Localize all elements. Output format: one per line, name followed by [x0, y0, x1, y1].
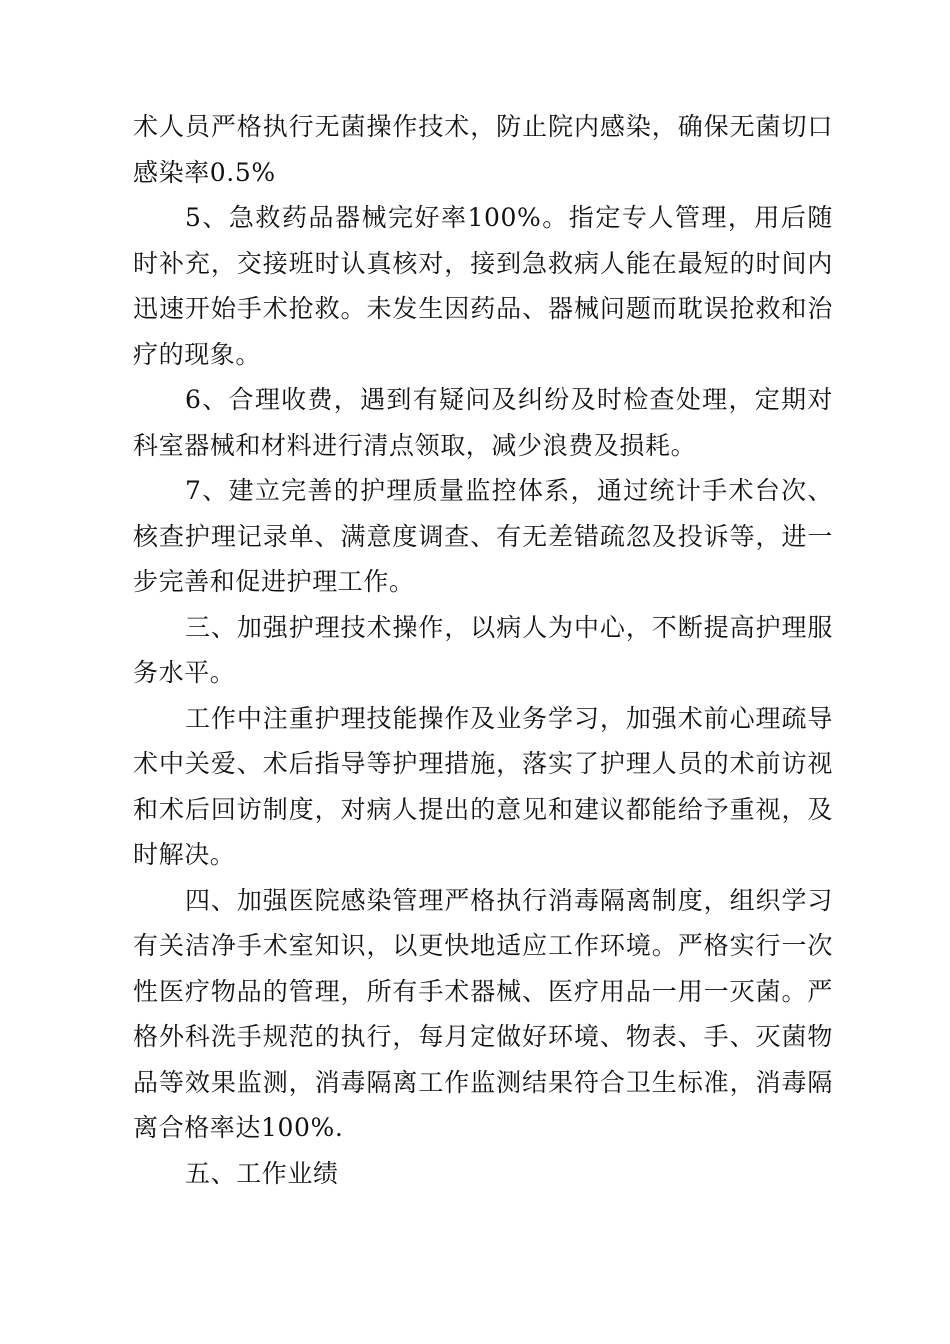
section-heading-5: 五、工作业绩	[185, 1158, 339, 1188]
paragraph-continuation: 术人员严格执行无菌操作技术，防止院内感染，确保无菌切口感染率0.5%	[133, 112, 833, 187]
paragraph-section-3-body: 工作中注重护理技能操作及业务学习，加强术前心理疏导术中关爱、术后指导等护理措施，落实了护理人员的术前访视和术后回访制度，对病人提出的意见和建议都能给予重视，及时解决。	[133, 703, 833, 869]
paragraph-item-5: 5、急救药品器械完好率100%。指定专人管理，用后随时补充，交接班时认真核对，接到急救病人能在最短的时间内迅速开始手术抢救。未发生因药品、器械问题而耽误抢救和治疗的现象。	[133, 203, 833, 369]
section-heading-3: 三、加强护理技术操作，以病人为中心，不断提高护理服务水平。	[133, 612, 833, 687]
section-heading-4: 四、加强医院感染管理严格执行消毒隔离制度，组织学习有关洁净手术室知识，以更快地适应工作环境。严格实行一次性医疗物品的管理，所有手术器械、医疗用品一用一灭菌。严格外科洗手规范的执行，每月定做好环境、物表、手、灭菌物品等效果监测，消毒隔离工作监测结果符合卫生标准，消毒隔离合格率达100%.	[133, 885, 833, 1142]
paragraph-item-7: 7、建立完善的护理质量监控体系，通过统计手术台次、核查护理记录单、满意度调查、有无差错疏忽及投诉等，进一步完善和促进护理工作。	[133, 476, 833, 596]
paragraph-item-6: 6、合理收费，遇到有疑问及纠纷及时检查处理，定期对科室器械和材料进行清点领取，减少浪费及损耗。	[133, 385, 833, 460]
document-body	[133, 104, 833, 1196]
